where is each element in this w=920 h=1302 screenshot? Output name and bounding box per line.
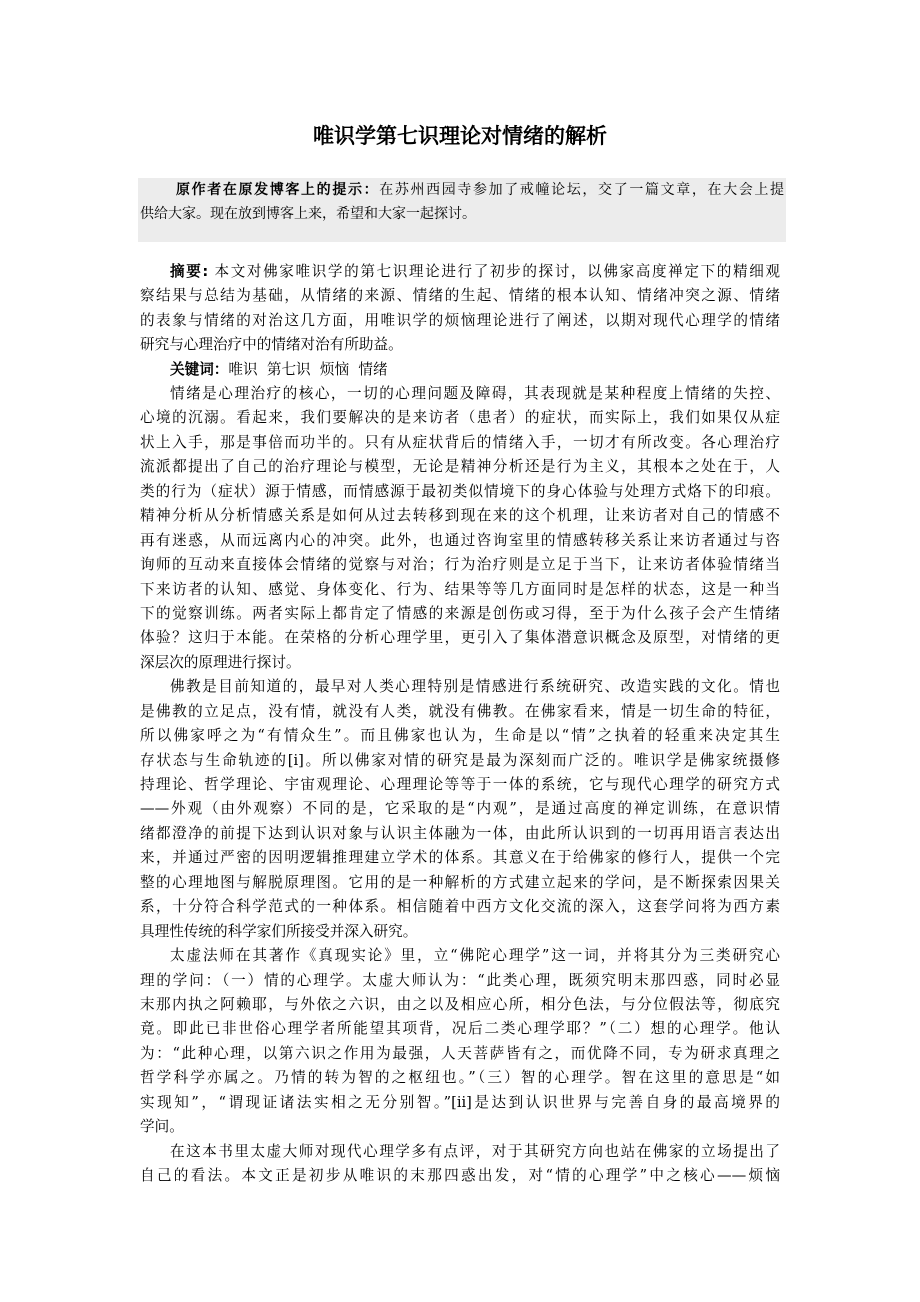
article-body [140,382,780,1188]
paragraph-line: 流派都提出了自己的治疗理论与模型，无论是精神分析还是行为主义，其根本之处在于，人 [140,458,780,476]
paragraph-line: 学问。 [140,1118,184,1136]
paragraph-line: 整的心理地图与解脱原理图。它用的是一种解析的方式建立起来的学问，是不断探索因果关 [140,873,780,891]
paragraph-line: 自己的看法。本文正是初步从唯识的末那四惑出发，对“情的心理学”中之核心——烦恼 [140,1167,780,1184]
paragraph-line: 实现知”，“谓现证诸法实相之无分别智。”[ii]是达到认识世界与完善自身的最高境界的 [140,1093,780,1111]
abstract-section [140,260,780,382]
abstract-text: 本文对佛家唯识学的第七识理论进行了初步的探讨，以佛家高度禅定下的精细观 [214,263,780,280]
paragraph-line: 具理性传统的科学家们所接受并深入研究。 [140,922,418,940]
paragraph-line: 再有迷惑，从而远离内心的冲突。此外，也通过咨询室里的情感转移关系让来访者通过与咨 [140,531,780,549]
paragraph-line: 下的觉察训练。两者实际上都肯定了情感的来源是创伤或习得，至于为什么孩子会产生情绪 [140,604,780,622]
abstract-line: 的表象与情绪的对治这几方面，用唯识学的烦恼理论进行了阐述，以期对现代心理学的情绪 [140,311,780,329]
abstract-line [140,260,780,284]
paragraph-line: 状上入手，那是事倍而功半的。只有从症状背后的情绪入手，一切才有所改变。各心理治疗 [140,433,780,451]
paragraph-line: 来，并通过严密的因明逻辑推理建立学术的体系。其意义在于给佛家的修行人，提供一个完 [140,849,780,867]
paragraph-line: 哲学科学亦属之。乃情的转为智的之枢纽也。”（三）智的心理学。智在这里的意思是“如 [140,1069,780,1087]
paragraph-line: ——外观（由外观察）不同的是，它采取的是“内观”，是通过高度的禅定训练，在意识情 [140,800,780,818]
paragraph [140,675,780,944]
author-notice-box [138,178,786,242]
paragraph-line: 为：“此种心理，以第六识之作用为最强，人天菩萨皆有之，而优降不同，专为研求真理之 [140,1044,780,1062]
paragraph-line: 竟。即此已非世俗心理学者所能望其项背，况后二类心理学耶？”（二）想的心理学。他认 [140,1020,780,1038]
paragraph-line: 体验？这归于本能。在荣格的分析心理学里，更引入了集体潜意识概念及原型，对情绪的更 [140,629,780,647]
keywords-line [140,358,780,382]
paragraph-line: 所以佛家呼之为“有情众生”。而且佛家也认为，生命是以“情”之执着的轻重来决定其生 [140,727,780,745]
abstract-line: 察结果与总结为基础，从情绪的来源、情绪的生起、情绪的根本认知、情绪冲突之源、情绪 [140,287,780,305]
paragraph [140,944,780,1140]
paragraph-line: 情绪是心理治疗的核心，一切的心理问题及障碍，其表现就是某种程度上情绪的失控、 [170,385,780,402]
notice-line: 供给大家。现在放到博客上来，希望和大家一起探讨。 [140,206,476,223]
paragraph-line: 太虚法师在其著作《真现实论》里，立“佛陀心理学”这一词，并将其分为三类研究心 [170,947,780,965]
paragraph-line: 存状态与生命轨迹的[i]。所以佛家对情的研究是最为深刻而广泛的。唯识学是佛家统摄修 [140,751,780,769]
paragraph-line: 持理论、哲学理论、宇宙观理论、心理理论等等于一体的系统，它与现代心理学的研究方式 [140,776,780,793]
paragraph-line: 询师的互动来直接体会情绪的觉察与对治；行为治疗则是立足于当下，让来访者体验情绪当 [140,556,780,574]
paragraph-line: 在这本书里太虚大师对现代心理学多有点评，对于其研究方向也站在佛家的立场提出了 [170,1142,780,1160]
notice-line [138,178,786,202]
paragraph [140,382,780,675]
document-title: 唯识学第七识理论对情绪的解析 [313,124,607,148]
paragraph-line: 类的行为（症状）源于情感，而情感源于最初类似情境下的身心体验与处理方式烙下的印痕。 [140,482,780,500]
notice-text: 在苏州西园寺参加了戒幢论坛，交了一篇文章，在大会上提 [379,182,785,198]
paragraph-line: 末那内执之阿赖耶，与外依之六识，由之以及相应心所，相分色法，与分位假法等，彻底究 [140,995,780,1013]
paragraph-line: 理的学问：（一）情的心理学。太虚大师认为：“此类心理，既须究明末那四惑，同时必显 [140,971,780,989]
paragraph-line: 心境的沉溺。看起来，我们要解决的是来访者（患者）的症状，而实际上，我们如果仅从症 [140,409,780,427]
abstract-label: 摘要: [170,263,209,280]
paragraph-line: 精神分析从分析情感关系是如何从过去转移到现在来的这个机理，让来访者对自己的情感不 [140,507,780,525]
paragraph-line: 深层次的原理进行探讨。 [140,653,301,671]
notice-label: 原作者在原发博客上的提示： [176,182,380,198]
paragraph [140,1140,780,1189]
keywords-value: 唯识 第七识 烦恼 情绪 [228,360,388,378]
paragraph-line: 佛教是目前知道的，最早对人类心理特别是情感进行系统研究、改造实践的文化。情也 [170,678,780,696]
paragraph-line: 下来访者的认知、感觉、身体变化、行为、结果等等几方面同时是怎样的状态，这是一种当 [140,580,780,598]
paragraph-line: 是佛教的立足点，没有情，就没有人类，就没有佛教。在佛家看来，情是一切生命的特征， [140,702,780,720]
abstract-line: 研究与心理治疗中的情绪对治有所助益。 [140,336,403,354]
keywords-label: 关键词： [170,360,229,378]
paragraph-line: 绪都澄净的前提下达到认识对象与认识主体融为一体，由此所认识到的一切再用语言表达出 [140,824,780,842]
paragraph-line: 系，十分符合科学范式的一种体系。相信随着中西方文化交流的深入，这套学问将为西方素 [140,898,780,916]
